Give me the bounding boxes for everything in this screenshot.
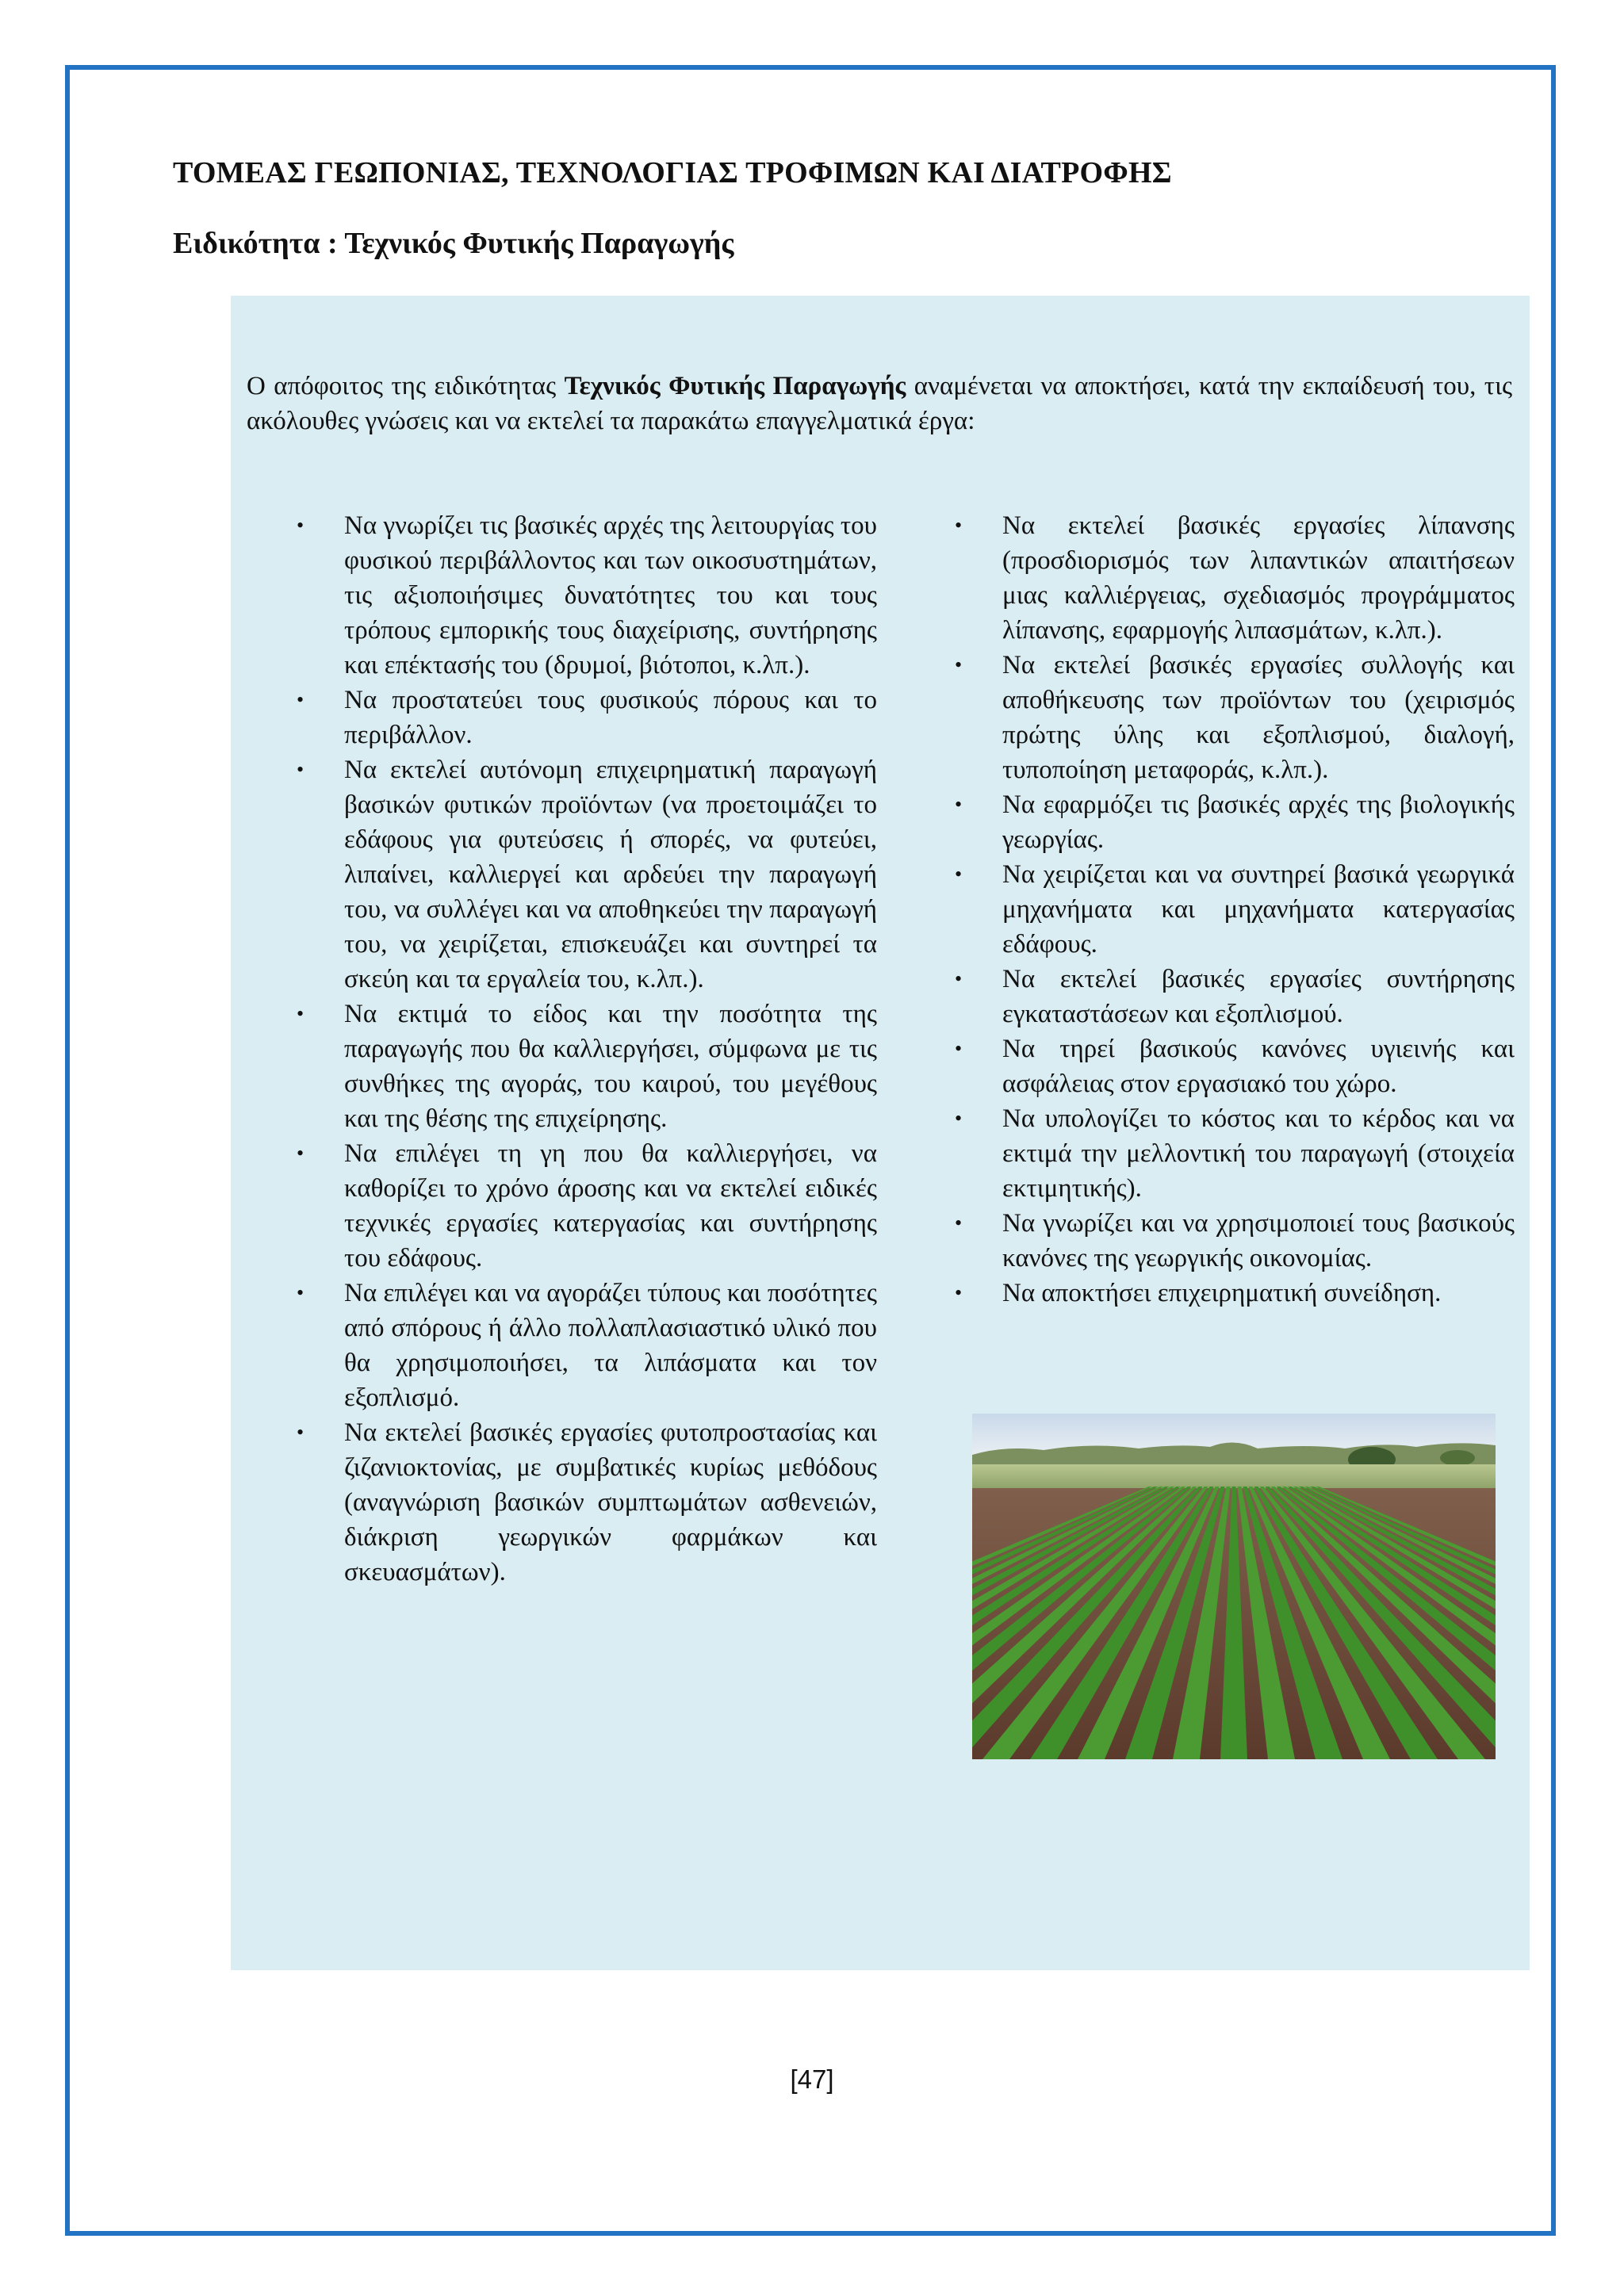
list-item [955,648,1515,787]
bullet-icon: • [297,1142,304,1165]
skills-list-right [955,508,1515,1311]
list-item-text: Να εκτελεί βασικές εργασίες φυτοπροστασίας και ζιζανιοκτονίας, με συμβατικές κυρίως μεθόδους (αναγνώριση βασικών συμπτωμάτων ασθενειών, διάκριση γεωργικών φαρμάκων και σκευασμάτων). [344,1418,877,1586]
bullet-icon: • [955,863,963,886]
bullet-icon: • [955,967,963,990]
page-number: [47] [790,2064,834,2094]
list-item [297,1136,877,1276]
bullet-icon: • [297,514,304,537]
list-item [297,1276,877,1415]
bullet-icon: • [297,688,304,711]
list-item [955,1101,1515,1206]
crop-field-photo [972,1414,1496,1759]
bullet-icon: • [955,793,963,816]
list-item [297,683,877,752]
bullet-icon: • [955,514,963,537]
specialty-title: Ειδικότητα : Τεχνικός Φυτικής Παραγωγής [173,227,734,260]
list-item-text: Να επιλέγει τη γη που θα καλλιεργήσει, να καθορίζει το χρόνο άροσης και να εκτελεί ειδικές τεχνικές εργασίες κατεργασίας και συντήρησης του εδάφους. [344,1139,877,1272]
bullet-icon: • [955,653,963,676]
list-item-text: Να αποκτήσει επιχειρηματική συνείδηση. [1002,1279,1442,1307]
list-item-text: Να γνωρίζει τις βασικές αρχές της λειτουργίας του φυσικού περιβάλλοντος και των οικοσυστημάτων, τις αξιοποιήσιμες δυνατότητες του και τους τρόπους εμπορικής τους διαχείρισης, συντήρησης και επέκτασής του (δρυμοί, βιότοποι, κ.λπ.). [344,511,877,679]
list-item [955,508,1515,648]
list-item-text: Να προστατεύει τους φυσικούς πόρους και το περιβάλλον. [344,686,877,749]
intro-text-end: αναμένεται να αποκτήσει, κατά την εκπαίδευσή του, τις ακόλουθες γνώσεις και να εκτελεί τα παρακάτω επαγγελματικά έργα: [247,372,1513,435]
list-item [297,752,877,997]
list-item-text: Να εκτελεί βασικές εργασίες λίπανσης (προσδιορισμός των λιπαντικών απαιτήσεων μιας καλλιέργειας, σχεδιασμός προγράμματος λίπανσης, εφαρμογής λιπασμάτων, κ.λπ.). [1002,511,1515,645]
sector-title: ΤΟΜΕΑΣ ΓΕΩΠΟΝΙΑΣ, ΤΕΧΝΟΛΟΓΙΑΣ ΤΡΟΦΙΜΩΝ ΚΑΙ ΔΙΑΤΡΟΦΗΣ [173,156,1172,189]
bullet-icon: • [955,1211,963,1234]
list-item-text: Να επιλέγει και να αγοράζει τύπους και ποσότητες από σπόρους ή άλλο πολλαπλασιαστικό υλικό που θα χρησιμοποιήσει, τα λιπάσματα και τον εξοπλισμό. [344,1279,877,1412]
bullet-icon: • [297,758,304,781]
list-item-text: Να εκτελεί βασικές εργασίες συντήρησης εγκαταστάσεων και εξοπλισμού. [1002,965,1515,1028]
list-item-text: Να τηρεί βασικούς κανόνες υγιεινής και ασφάλειας στον εργασιακό του χώρο. [1002,1035,1515,1098]
list-item-text: Να εφαρμόζει τις βασικές αρχές της βιολογικής γεωργίας. [1002,790,1515,854]
list-item-text: Να γνωρίζει και να χρησιμοποιεί τους βασικούς κανόνες της γεωργικής οικονομίας. [1002,1209,1515,1272]
list-item [297,997,877,1136]
list-item [955,787,1515,857]
intro-text-start: Ο απόφοιτος της ειδικότητας [247,372,565,400]
skills-list-left [297,508,877,1590]
list-item [955,1031,1515,1101]
list-item [955,962,1515,1031]
intro-specialty-name: Τεχνικός Φυτικής Παραγωγής [564,372,906,400]
bullet-icon: • [955,1107,963,1130]
list-item [297,1415,877,1590]
list-item [297,508,877,683]
bullet-icon: • [297,1421,304,1444]
bullet-icon: • [297,1281,304,1304]
list-item-text: Να εκτελεί βασικές εργασίες συλλογής και αποθήκευσης των προϊόντων του (χειρισμός πρώτης ύλης και εξοπλισμού, διαλογή, τυποποίηση μεταφοράς, κ.λπ.). [1002,651,1515,784]
bullet-icon: • [297,1002,304,1025]
list-item-text: Να εκτιμά το είδος και την ποσότητα της παραγωγής που θα καλλιεργήσει, σύμφωνα με τις συνθήκες της αγοράς, του καιρού, του μεγέθους και της θέσης της επιχείρησης. [344,1000,877,1133]
content-panel [231,296,1530,1970]
list-item [955,1206,1515,1276]
bullet-icon: • [955,1281,963,1304]
intro-paragraph [247,369,1512,438]
list-item [955,857,1515,962]
list-item [955,1276,1515,1311]
list-item-text: Να χειρίζεται και να συντηρεί βασικά γεωργικά μηχανήματα και μηχανήματα κατεργασίας εδάφους. [1002,860,1515,959]
bullet-icon: • [955,1037,963,1060]
list-item-text: Να υπολογίζει το κόστος και το κέρδος και να εκτιμά την μελλοντική του παραγωγή (στοιχεία εκτιμητικής). [1002,1104,1515,1203]
list-item-text: Να εκτελεί αυτόνομη επιχειρηματική παραγωγή βασικών φυτικών προϊόντων (να προετοιμάζει το εδάφους για φυτεύσεις ή σπορές, να φυτεύει, λιπαίνει, καλλιεργεί και αρδεύει την παραγωγή του, να συλλέγει και να αποθηκεύει την παραγωγή του, να χειρίζεται, επισκευάζει και συντηρεί τα σκεύη και τα εργαλεία του, κ.λπ.). [344,756,877,993]
